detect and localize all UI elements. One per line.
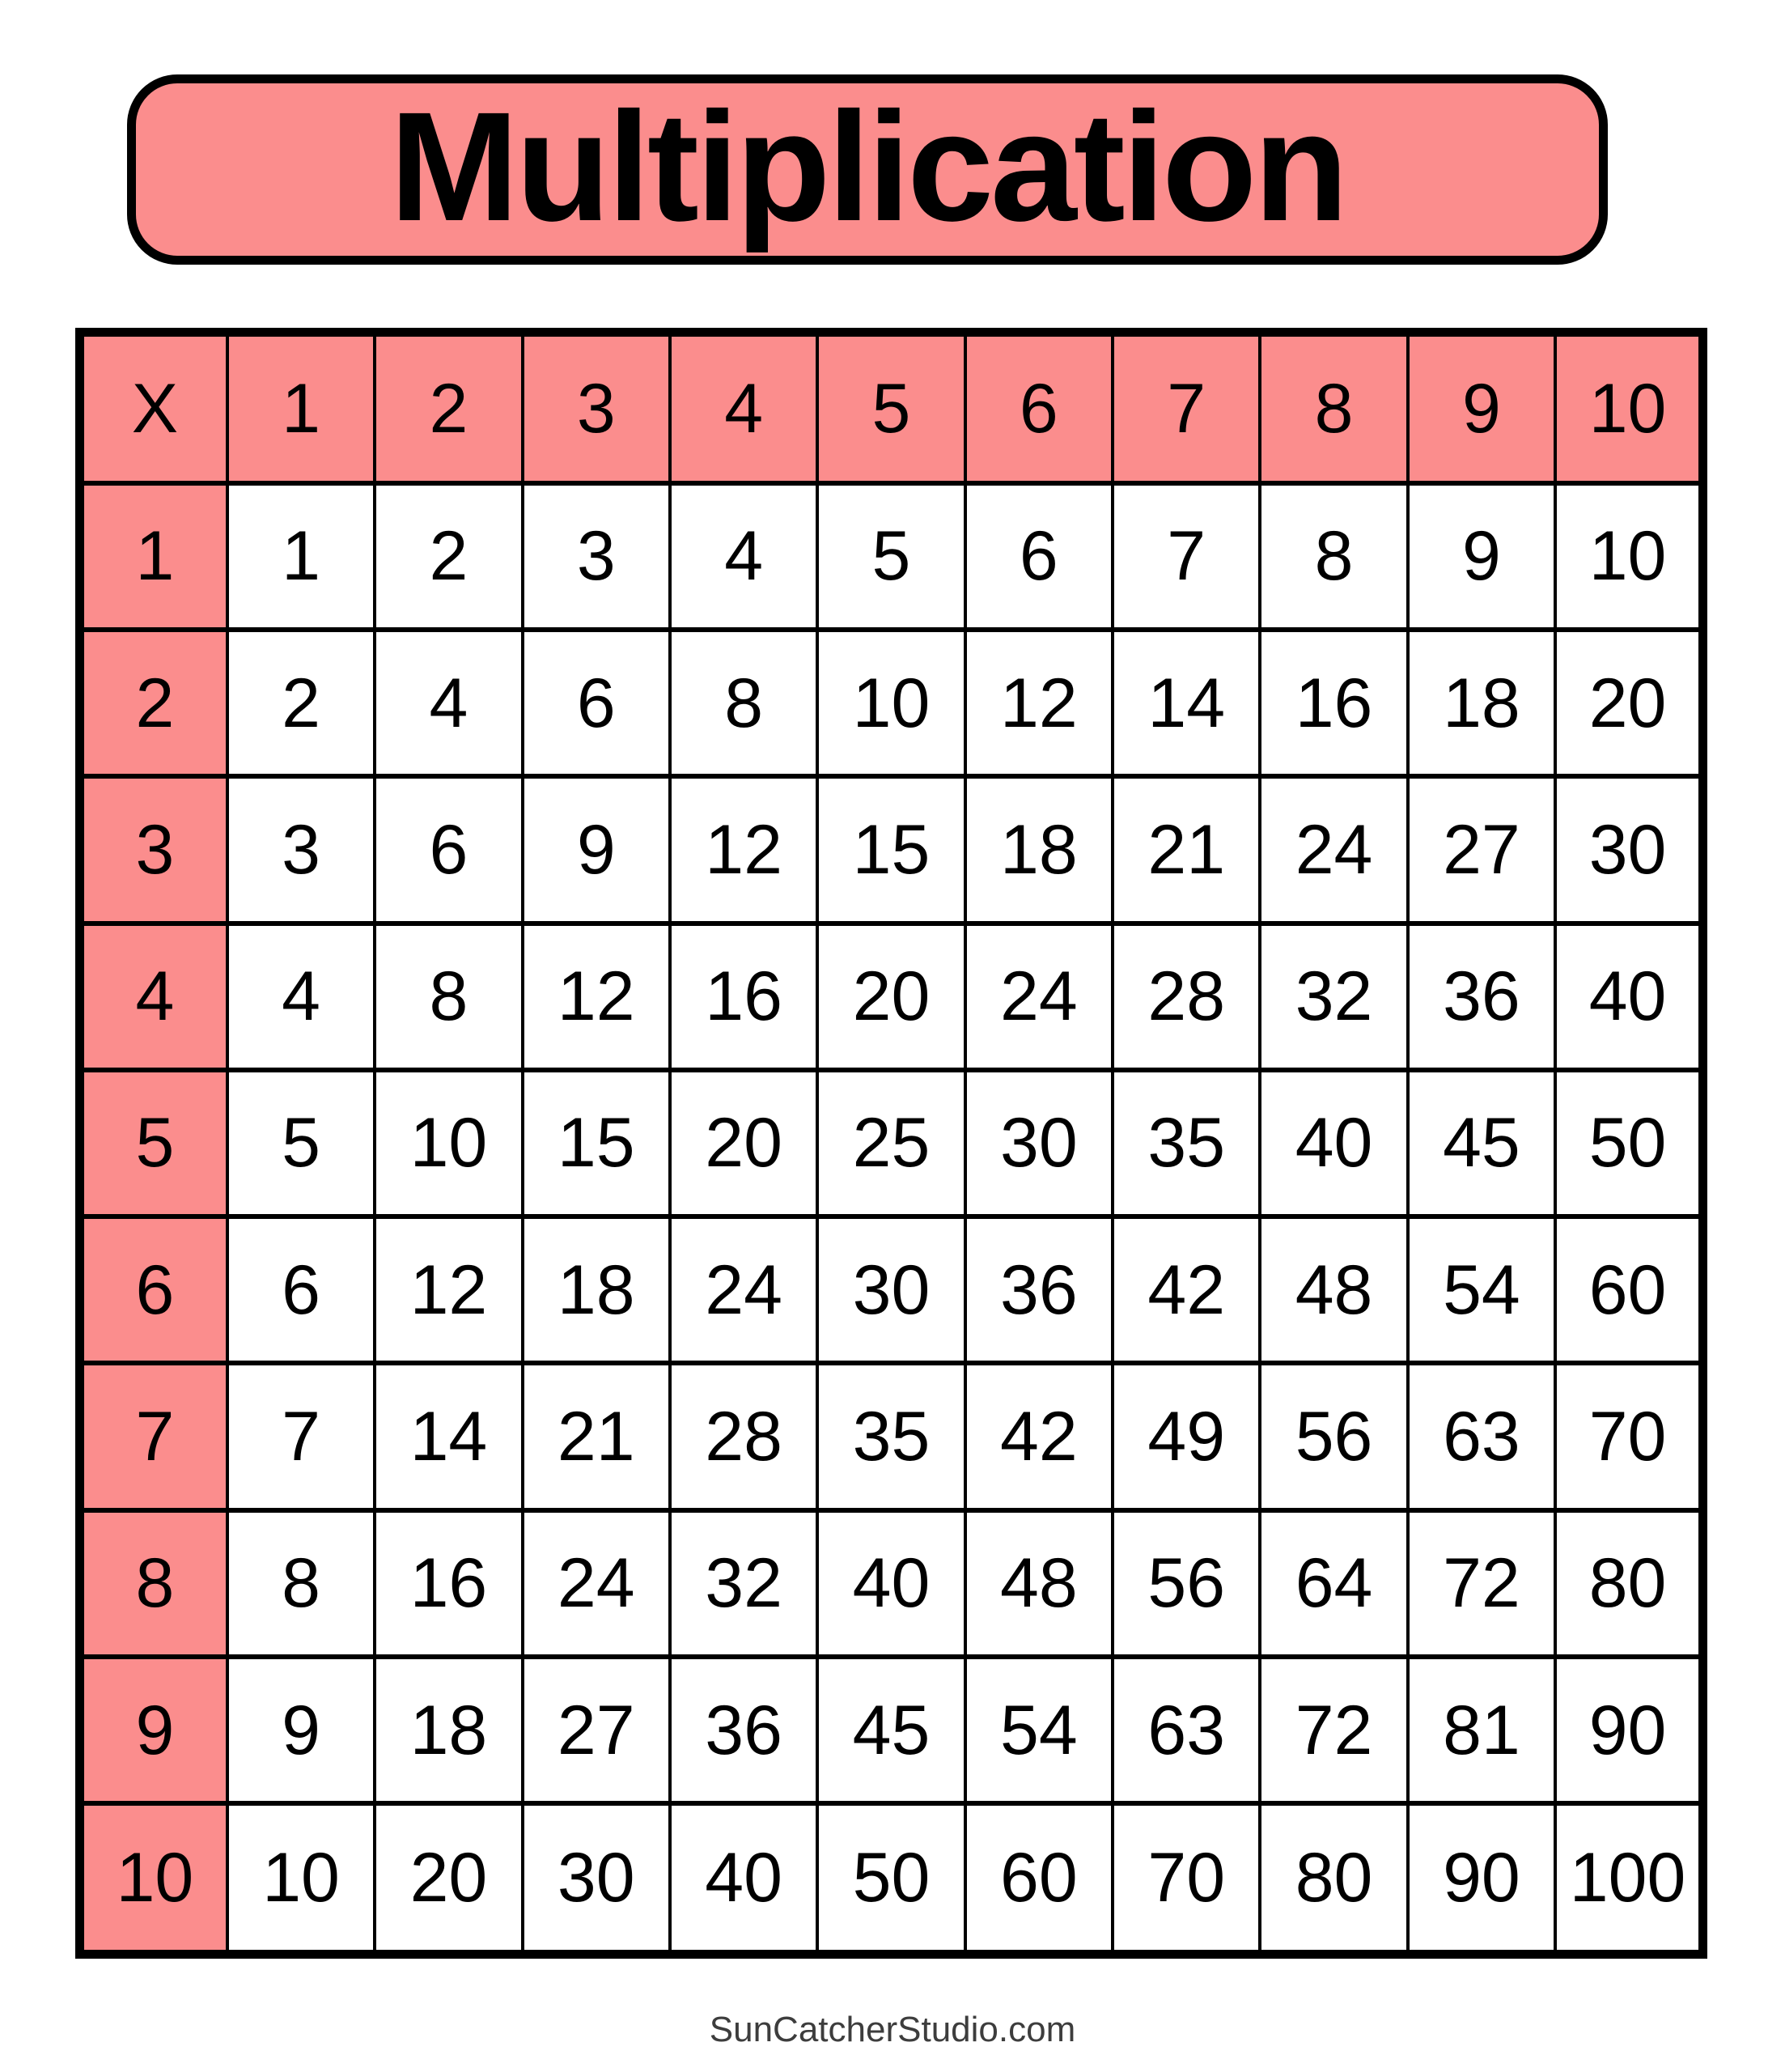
- product-cell-3x8: 24: [1260, 776, 1407, 923]
- product-cell-5x8: 40: [1260, 1070, 1407, 1216]
- product-cell-6x7: 42: [1113, 1216, 1260, 1363]
- product-cell-9x5: 45: [817, 1657, 965, 1803]
- product-cell-6x8: 48: [1260, 1216, 1407, 1363]
- product-cell-2x10: 20: [1555, 630, 1702, 776]
- product-cell-6x1: 6: [227, 1216, 375, 1363]
- column-header-3: 3: [523, 333, 670, 483]
- product-cell-2x3: 6: [523, 630, 670, 776]
- product-cell-7x7: 49: [1113, 1363, 1260, 1509]
- product-cell-8x7: 56: [1113, 1510, 1260, 1657]
- product-cell-1x8: 8: [1260, 483, 1407, 630]
- product-cell-5x1: 5: [227, 1070, 375, 1216]
- product-cell-4x8: 32: [1260, 923, 1407, 1070]
- product-cell-2x2: 4: [375, 630, 522, 776]
- product-cell-9x2: 18: [375, 1657, 522, 1803]
- product-cell-3x5: 15: [817, 776, 965, 923]
- product-cell-5x10: 50: [1555, 1070, 1702, 1216]
- table-row-3: [80, 776, 1703, 923]
- multiplication-table: [75, 328, 1707, 1959]
- product-cell-1x1: 1: [227, 483, 375, 630]
- product-cell-10x9: 90: [1408, 1803, 1555, 1954]
- product-cell-7x10: 70: [1555, 1363, 1702, 1509]
- table-row-10: [80, 1803, 1703, 1954]
- product-cell-1x2: 2: [375, 483, 522, 630]
- row-header-1: 1: [80, 483, 227, 630]
- product-cell-2x8: 16: [1260, 630, 1407, 776]
- product-cell-7x3: 21: [523, 1363, 670, 1509]
- page-title: Multiplication: [389, 79, 1346, 253]
- product-cell-1x7: 7: [1113, 483, 1260, 630]
- product-cell-9x8: 72: [1260, 1657, 1407, 1803]
- table-row-4: [80, 923, 1703, 1070]
- table-row-1: [80, 483, 1703, 630]
- product-cell-3x10: 30: [1555, 776, 1702, 923]
- table-row-2: [80, 630, 1703, 776]
- product-cell-4x9: 36: [1408, 923, 1555, 1070]
- product-cell-8x5: 40: [817, 1510, 965, 1657]
- corner-cell-x: X: [80, 333, 227, 483]
- product-cell-10x4: 40: [670, 1803, 817, 1954]
- product-cell-8x10: 80: [1555, 1510, 1702, 1657]
- row-header-4: 4: [80, 923, 227, 1070]
- product-cell-2x7: 14: [1113, 630, 1260, 776]
- product-cell-7x4: 28: [670, 1363, 817, 1509]
- product-cell-2x9: 18: [1408, 630, 1555, 776]
- product-cell-1x6: 6: [965, 483, 1113, 630]
- product-cell-8x8: 64: [1260, 1510, 1407, 1657]
- product-cell-6x2: 12: [375, 1216, 522, 1363]
- product-cell-9x7: 63: [1113, 1657, 1260, 1803]
- product-cell-4x1: 4: [227, 923, 375, 1070]
- product-cell-4x5: 20: [817, 923, 965, 1070]
- product-cell-9x4: 36: [670, 1657, 817, 1803]
- product-cell-10x1: 10: [227, 1803, 375, 1954]
- product-cell-6x4: 24: [670, 1216, 817, 1363]
- product-cell-3x1: 3: [227, 776, 375, 923]
- product-cell-9x3: 27: [523, 1657, 670, 1803]
- product-cell-5x4: 20: [670, 1070, 817, 1216]
- product-cell-1x5: 5: [817, 483, 965, 630]
- product-cell-6x9: 54: [1408, 1216, 1555, 1363]
- product-cell-10x2: 20: [375, 1803, 522, 1954]
- product-cell-8x9: 72: [1408, 1510, 1555, 1657]
- footer-credit: SunCatcherStudio.com: [709, 2010, 1076, 2049]
- product-cell-2x1: 2: [227, 630, 375, 776]
- product-cell-4x4: 16: [670, 923, 817, 1070]
- product-cell-8x1: 8: [227, 1510, 375, 1657]
- row-header-7: 7: [80, 1363, 227, 1509]
- product-cell-5x2: 10: [375, 1070, 522, 1216]
- product-cell-1x4: 4: [670, 483, 817, 630]
- product-cell-9x10: 90: [1555, 1657, 1702, 1803]
- header-row: [80, 333, 1703, 483]
- product-cell-10x3: 30: [523, 1803, 670, 1954]
- product-cell-8x6: 48: [965, 1510, 1113, 1657]
- product-cell-9x6: 54: [965, 1657, 1113, 1803]
- product-cell-2x6: 12: [965, 630, 1113, 776]
- product-cell-8x2: 16: [375, 1510, 522, 1657]
- product-cell-7x8: 56: [1260, 1363, 1407, 1509]
- product-cell-10x10: 100: [1555, 1803, 1702, 1954]
- product-cell-6x6: 36: [965, 1216, 1113, 1363]
- row-header-9: 9: [80, 1657, 227, 1803]
- product-cell-4x7: 28: [1113, 923, 1260, 1070]
- product-cell-9x1: 9: [227, 1657, 375, 1803]
- row-header-5: 5: [80, 1070, 227, 1216]
- column-header-7: 7: [1113, 333, 1260, 483]
- product-cell-7x2: 14: [375, 1363, 522, 1509]
- product-cell-10x7: 70: [1113, 1803, 1260, 1954]
- product-cell-5x5: 25: [817, 1070, 965, 1216]
- product-cell-7x6: 42: [965, 1363, 1113, 1509]
- column-header-6: 6: [965, 333, 1113, 483]
- product-cell-6x10: 60: [1555, 1216, 1702, 1363]
- product-cell-3x7: 21: [1113, 776, 1260, 923]
- column-header-4: 4: [670, 333, 817, 483]
- product-cell-2x5: 10: [817, 630, 965, 776]
- product-cell-5x6: 30: [965, 1070, 1113, 1216]
- product-cell-3x4: 12: [670, 776, 817, 923]
- product-cell-10x5: 50: [817, 1803, 965, 1954]
- row-header-2: 2: [80, 630, 227, 776]
- column-header-5: 5: [817, 333, 965, 483]
- product-cell-1x10: 10: [1555, 483, 1702, 630]
- product-cell-4x6: 24: [965, 923, 1113, 1070]
- column-header-10: 10: [1555, 333, 1702, 483]
- product-cell-2x4: 8: [670, 630, 817, 776]
- product-cell-1x9: 9: [1408, 483, 1555, 630]
- product-cell-10x6: 60: [965, 1803, 1113, 1954]
- product-cell-5x7: 35: [1113, 1070, 1260, 1216]
- table-row-6: [80, 1216, 1703, 1363]
- product-cell-5x9: 45: [1408, 1070, 1555, 1216]
- table-row-5: [80, 1070, 1703, 1216]
- product-cell-5x3: 15: [523, 1070, 670, 1216]
- product-cell-4x10: 40: [1555, 923, 1702, 1070]
- table-row-8: [80, 1510, 1703, 1657]
- column-header-8: 8: [1260, 333, 1407, 483]
- product-cell-3x3: 9: [523, 776, 670, 923]
- product-cell-4x2: 8: [375, 923, 522, 1070]
- product-cell-9x9: 81: [1408, 1657, 1555, 1803]
- product-cell-6x5: 30: [817, 1216, 965, 1363]
- table-row-7: [80, 1363, 1703, 1509]
- product-cell-8x3: 24: [523, 1510, 670, 1657]
- product-cell-3x9: 27: [1408, 776, 1555, 923]
- title-banner: [127, 74, 1608, 265]
- product-cell-3x6: 18: [965, 776, 1113, 923]
- column-header-2: 2: [375, 333, 522, 483]
- row-header-3: 3: [80, 776, 227, 923]
- table-row-9: [80, 1657, 1703, 1803]
- column-header-1: 1: [227, 333, 375, 483]
- product-cell-3x2: 6: [375, 776, 522, 923]
- product-cell-7x9: 63: [1408, 1363, 1555, 1509]
- row-header-6: 6: [80, 1216, 227, 1363]
- product-cell-7x1: 7: [227, 1363, 375, 1509]
- row-header-10: 10: [80, 1803, 227, 1954]
- product-cell-7x5: 35: [817, 1363, 965, 1509]
- product-cell-4x3: 12: [523, 923, 670, 1070]
- row-header-8: 8: [80, 1510, 227, 1657]
- product-cell-10x8: 80: [1260, 1803, 1407, 1954]
- product-cell-8x4: 32: [670, 1510, 817, 1657]
- product-cell-1x3: 3: [523, 483, 670, 630]
- column-header-9: 9: [1408, 333, 1555, 483]
- product-cell-6x3: 18: [523, 1216, 670, 1363]
